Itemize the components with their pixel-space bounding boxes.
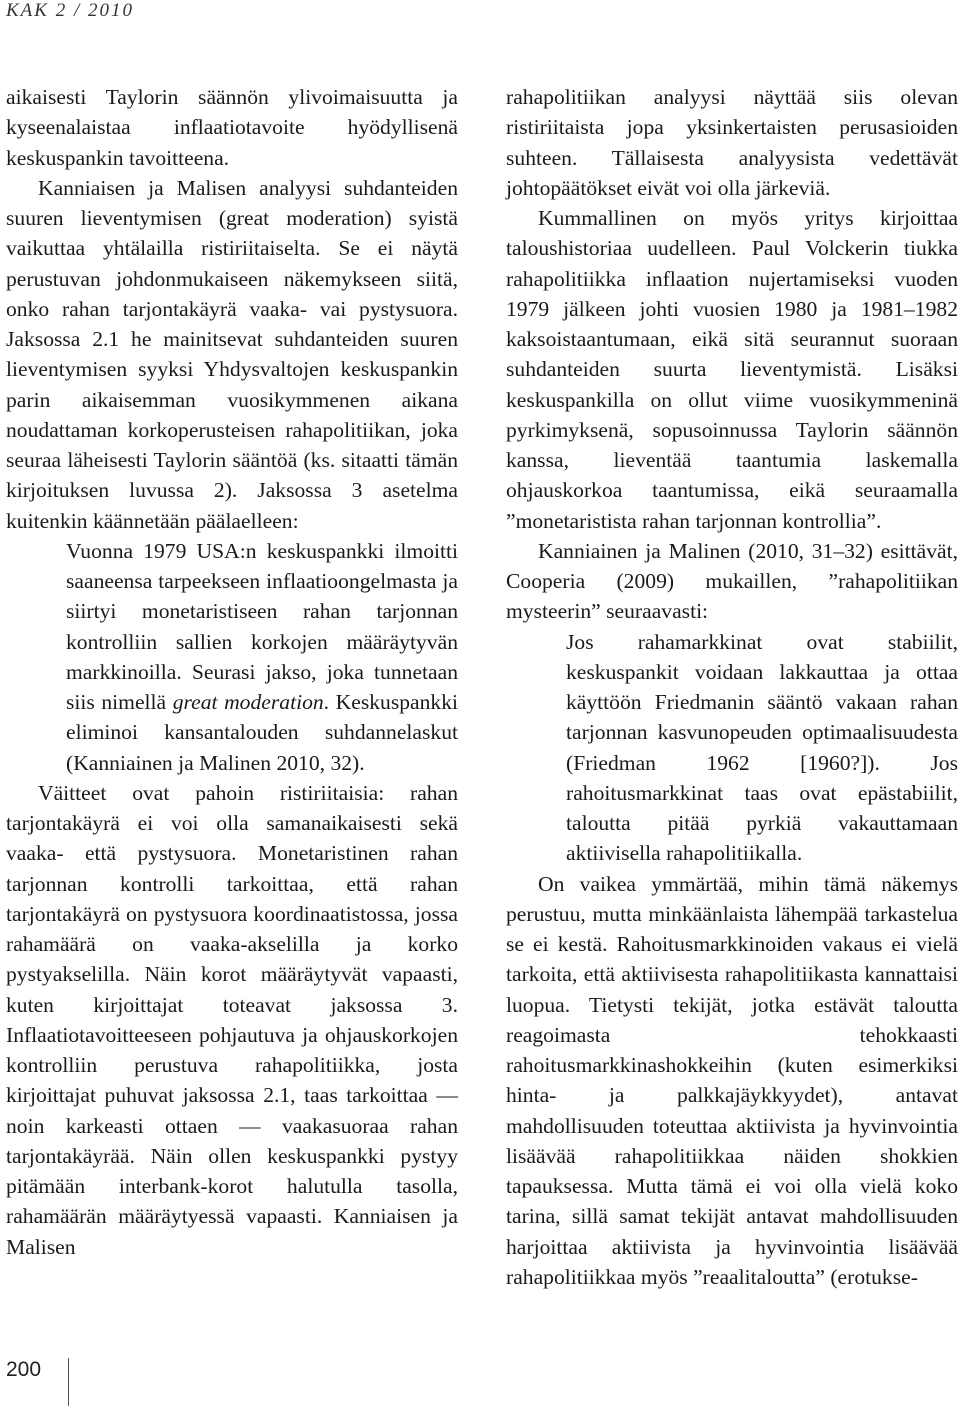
right-paragraph-2: Kummallinen on myös yritys kirjoittaa taloushistoriaa uudelleen. Paul Volckerin tiukka rahapolitiikka inflaation nujertamiseksi vuoden 1979 jälkeen johti vuosien 1980 ja 1981–1982 kaksoistaantumaan, eikä sitä seurannut suoraan suhdanteiden suurta lieventymistä. Lisäksi keskuspankilla on ollut viime vuosikymmeninä pyrkimyksenä, sopusoinnussa Taylorin säännön kanssa, lieventää taantumia laskemalla ohjauskorkoa taantumissa, eikä seuraamalla ”monetaristista rahan tarjonnan kontrollia”. bbox=[506, 206, 958, 533]
left-quote-text-2: . Keskuspankki eliminoi kansantalouden suhdannelaskut (Kanniainen ja Malinen 2010, 32). bbox=[66, 690, 458, 775]
right-paragraph-3: Kanniainen ja Malinen (2010, 31–32) esittävät, Cooperia (2009) mukaillen, ”rahapolitiikan mysteerin” seuraavasti: bbox=[506, 538, 958, 624]
right-block-quote: Jos rahamarkkinat ovat stabiilit, keskuspankit voidaan lakkauttaa ja ottaa käyttöön Friedmanin sääntö vakaan rahan tarjonnan kasvunopeuden optimaalisuudesta (Friedman 1962 [1960?]). Jos rahoitusmarkkinat taas ovat epästabiilit, taloutta pitää pyrkiä vakauttamaan aktiivisella rahapolitiikalla. bbox=[566, 629, 958, 866]
left-paragraph-3: Väitteet ovat pahoin ristiriitaisia: rahan tarjontakäyrä ei voi olla samanaikaisesti sekä vaaka- että pystysuora. Monetaristinen rahan tarjonnan kontrolli tarkoittaa, että rahan tarjontakäyrä on pystysuora koordinaatistossa, jossa rahamäärä on vaaka-akselilla ja korko pystyakselilla. Näin korot määräytyvät vapaasti, kuten kirjoittajat toteavat jaksossa 3. Inflaatiotavoitteeseen pohjautuva ja ohjauskorkojen kontrolliin perustuva rahapolitiikka, josta kirjoittajat puhuvat jaksossa 2.1, taas tarkoittaa — noin karkeasti ottaen — vaakasuoraa rahan tarjontakäyrää. Näin ollen keskuspankki pystyy pitämään interbank-korot halutulla tasolla, rahamäärän määräytyessä vapaasti. Kanniaisen ja Malisen bbox=[6, 780, 458, 1259]
left-quote-italic-term: great moderation bbox=[172, 690, 324, 714]
left-paragraph-1: aikaisesti Taylorin säännön ylivoimaisuutta ja kyseenalaistaa inflaatiotavoite hyödyllisenä keskuspankin tavoitteena. bbox=[6, 85, 458, 170]
running-header: KAK 2 / 2010 bbox=[6, 0, 134, 21]
right-paragraph-1: rahapolitiikan analyysi näyttää siis olevan ristiriitaista jopa yksinkertaisten perusasioiden suhteen. Tällaisesta analyysista vedettävät johtopäätökset eivät voi olla järkeviä. bbox=[506, 85, 958, 200]
left-quote-text-1: Vuonna 1979 USA:n keskuspankki ilmoitti saaneensa tarpeekseen inflaatioongelmasta ja siirtyi monetaristiseen rahan tarjonnan kontrolliin sallien korkojen määräytyvän markkinoilla. Seurasi jakso, joka tunnetaan siis nimellä bbox=[66, 538, 458, 714]
left-column bbox=[6, 82, 458, 1262]
left-block-quote bbox=[66, 536, 458, 778]
left-paragraph-2: Kanniaisen ja Malisen analyysi suhdanteiden suuren lieventymisen (great moderation) syistä vaikuttaa yhtälailla ristiriitaiselta. Se ei näytä perustuvan johdonmukaiseen näkemykseen siitä, onko rahan tarjontakäyrä vaaka- vai pystysuora. Jaksossa 2.1 he mainitsevat suhdanteiden suuren lieventymisen syyksi Yhdysvaltojen keskuspankin parin aikaisemman vuosikymmenen aikana noudattaman korkoperusteisen rahapolitiikan, joka seuraa läheisesti Taylorin sääntöä (ks. sitaatti tämän kirjoituksen luvussa 2). Jaksossa 3 asetelma kuitenkin käännetään päälaelleen: bbox=[6, 175, 458, 533]
right-paragraph-4: On vaikea ymmärtää, mihin tämä näkemys perustuu, mutta minkäänlaista lähempää tarkastelua se ei kestä. Rahoitusmarkkinoiden vakaus ei vielä tarkoita, että aktiivisesta rahapolitiikasta kannattaisi luopua. Tietysti tekijät, jotka estävät taloutta reagoimasta tehokkaasti rahoitusmarkkinashokkeihin (kuten esimerkiksi hinta- ja palkkajäykkyydet), antavat mahdollisuuden toteuttaa aktiivista ja hyvinvointia lisäävää rahapolitiikkaa näiden shokkien tapauksessa. Mutta tämä ei voi olla vielä koko tarina, sillä samat tekijät antavat mahdollisuuden harjoittaa aktiivista ja hyvinvointia lisäävää rahapolitiikkaa myös ”reaalitaloutta” (erotukse- bbox=[506, 871, 958, 1289]
footer-divider bbox=[68, 1358, 69, 1406]
page-number: 200 bbox=[6, 1358, 42, 1381]
right-column bbox=[506, 82, 958, 1292]
